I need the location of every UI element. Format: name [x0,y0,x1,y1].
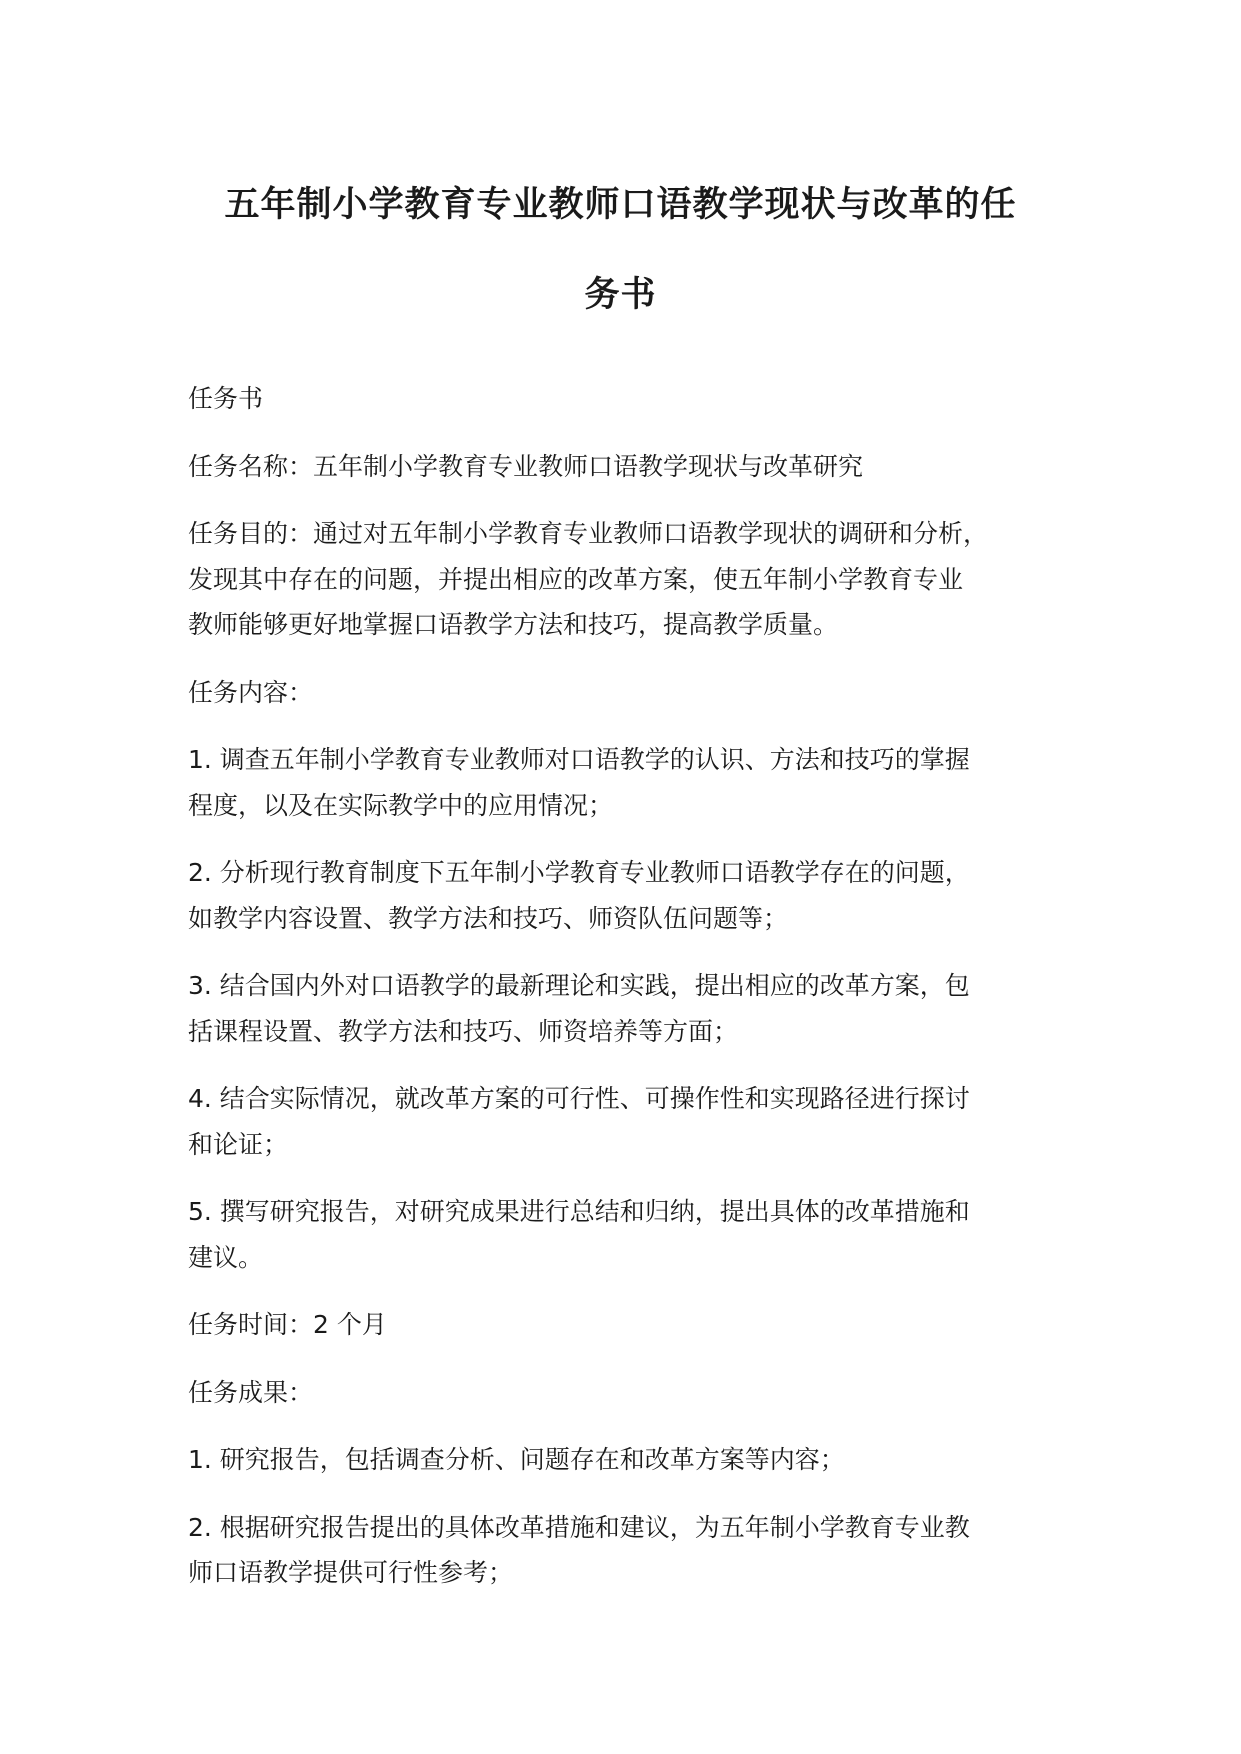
list-item-line: 程度，以及在实际教学中的应用情况； [188,790,614,820]
task-purpose-line-1: 任务目的：通过对五年制小学教育专业教师口语教学现状的调研和分析， [188,519,989,548]
task-purpose-line-3: 教师能够更好地掌握口语教学方法和技巧，提高教学质量。 [188,610,839,639]
list-item-line: 和论证； [188,1129,289,1159]
list-item-line: 括课程设置、教学方法和技巧、师资培养等方面； [188,1016,739,1046]
list-item [188,1076,1088,1167]
title-line-1: 五年制小学教育专业教师口语教学现状与改革的任 [224,185,1017,225]
list-item-line: 3. 结合国内外对口语教学的最新理论和实践，提出相应的改革方案，包 [188,971,970,1000]
task-content-label: 任务内容： [188,677,314,707]
task-purpose [188,511,1088,648]
list-item [188,737,1088,828]
list-item-line: 如教学内容设置、教学方法和技巧、师资队伍问题等； [188,903,789,933]
task-results-label: 任务成果： [188,1377,314,1407]
list-item-line: 1. 研究报告，包括调查分析、问题存在和改革方案等内容； [188,1445,845,1474]
list-item [188,850,1088,941]
list-item [188,963,1088,1054]
list-item-line: 2. 根据研究报告提出的具体改革措施和建议，为五年制小学教育专业教 [188,1512,970,1542]
list-item-line: 建议。 [188,1242,264,1272]
task-time: 任务时间：2 个月 [188,1310,387,1339]
document-body [188,376,1088,1618]
list-item [188,1189,1088,1280]
list-item-line: 4. 结合实际情况，就改革方案的可行性、可操作性和实现路径进行探讨 [188,1084,970,1113]
list-item-line: 师口语教学提供可行性参考； [188,1558,514,1587]
document-title [150,160,1091,340]
title-line-2: 务书 [584,275,657,315]
section-heading: 任务书 [188,384,264,413]
list-item-line: 5. 撰写研究报告，对研究成果进行总结和归纳，提出具体的改革措施和 [188,1197,970,1226]
task-purpose-line-2: 发现其中存在的问题，并提出相应的改革方案，使五年制小学教育专业 [188,564,964,594]
list-item-line: 2. 分析现行教育制度下五年制小学教育专业教师口语教学存在的问题， [188,858,970,887]
list-item [188,1437,1088,1483]
list-item-line: 1. 调查五年制小学教育专业教师对口语教学的认识、方法和技巧的掌握 [188,745,970,774]
list-item [188,1505,1088,1596]
task-name: 任务名称：五年制小学教育专业教师口语教学现状与改革研究 [188,451,864,481]
